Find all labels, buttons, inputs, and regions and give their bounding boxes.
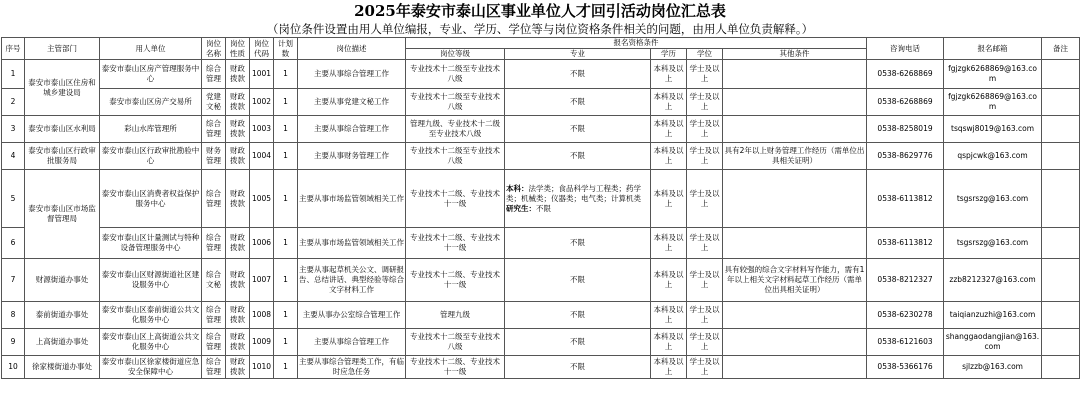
col-header-post-nature: 岗位性质 bbox=[226, 38, 250, 60]
cell-other bbox=[723, 116, 867, 143]
cell-desc: 主要从事财务管理工作 bbox=[298, 143, 406, 170]
cell-plan: 1 bbox=[274, 356, 298, 379]
cell-phone: 0538-6268869 bbox=[867, 60, 944, 89]
cell-degree: 学士及以上 bbox=[687, 116, 723, 143]
cell-unit: 泰安市泰山区财源街道社区建设服务中心 bbox=[100, 259, 202, 302]
cell-other bbox=[723, 356, 867, 379]
cell-post-code: 1007 bbox=[250, 259, 274, 302]
cell-major: 不限 bbox=[505, 116, 651, 143]
cell-seq: 5 bbox=[2, 170, 25, 228]
page-subtitle: （岗位条件设置由用人单位编报，专业、学历、学位等与岗位资格条件相关的问题，由用人单位负责解释。） bbox=[266, 22, 814, 36]
cell-seq: 1 bbox=[2, 60, 25, 89]
cell-desc: 主要从事党建文秘工作 bbox=[298, 89, 406, 116]
cell-desc: 主要从事综合管理工作 bbox=[298, 116, 406, 143]
cell-other bbox=[723, 302, 867, 329]
cell-other bbox=[723, 89, 867, 116]
cell-post-name: 综合管理 bbox=[202, 228, 226, 259]
cell-post-nature: 财政拨款 bbox=[226, 116, 250, 143]
cell-dept: 财源街道办事处 bbox=[25, 259, 100, 302]
cell-post-nature: 财政拨款 bbox=[226, 259, 250, 302]
cell-unit: 泰安市泰山区房产管理服务中心 bbox=[100, 60, 202, 89]
cell-desc: 主要从事综合管理工作 bbox=[298, 60, 406, 89]
cell-phone: 0538-8212327 bbox=[867, 259, 944, 302]
positions-table bbox=[1, 37, 1080, 379]
cell-desc: 主要从事综合管理工作 bbox=[298, 329, 406, 356]
cell-post-name: 综合管理 bbox=[202, 329, 226, 356]
cell-note bbox=[1042, 89, 1080, 116]
table-row bbox=[2, 259, 1080, 302]
table-row bbox=[2, 89, 1080, 116]
cell-post-name: 党建文秘 bbox=[202, 89, 226, 116]
cell-note bbox=[1042, 356, 1080, 379]
cell-edu: 本科及以上 bbox=[651, 60, 687, 89]
cell-note bbox=[1042, 116, 1080, 143]
cell-email: tsqswj8019@163.com bbox=[944, 116, 1042, 143]
cell-desc: 主要从事办公室综合管理工作 bbox=[298, 302, 406, 329]
cell-major: 不限 bbox=[505, 356, 651, 379]
cell-other bbox=[723, 329, 867, 356]
cell-desc: 主要从事起草机关公文、调研报告、总结讲话、典型经验等综合文字材料工作 bbox=[298, 259, 406, 302]
table-row bbox=[2, 116, 1080, 143]
cell-post-code: 1009 bbox=[250, 329, 274, 356]
cell-email: shanggaodangjian@163.com bbox=[944, 329, 1042, 356]
cell-note bbox=[1042, 259, 1080, 302]
cell-degree: 学士及以上 bbox=[687, 60, 723, 89]
cell-seq: 2 bbox=[2, 89, 25, 116]
cell-degree: 学士及以上 bbox=[687, 228, 723, 259]
table-row bbox=[2, 302, 1080, 329]
cell-major: 不限 bbox=[505, 302, 651, 329]
major-undergrad-label: 本科： bbox=[506, 183, 529, 193]
cell-unit: 泰安市泰山区徐家楼街道应急安全保障中心 bbox=[100, 356, 202, 379]
cell-post-nature: 财政拨款 bbox=[226, 89, 250, 116]
cell-unit: 泰安市泰山区上高街道公共文化服务中心 bbox=[100, 329, 202, 356]
cell-email: fgjzgk6268869@163.com bbox=[944, 89, 1042, 116]
cell-phone: 0538-6113812 bbox=[867, 170, 944, 228]
cell-dept: 泰前街道办事处 bbox=[25, 302, 100, 329]
cell-edu: 本科及以上 bbox=[651, 302, 687, 329]
cell-dept: 上高街道办事处 bbox=[25, 329, 100, 356]
cell-seq: 7 bbox=[2, 259, 25, 302]
cell-email: tsgsrszg@163.com bbox=[944, 228, 1042, 259]
cell-email: sjlzzb@163.com bbox=[944, 356, 1042, 379]
cell-unit: 泰安市泰山区行政审批勘验中心 bbox=[100, 143, 202, 170]
cell-post-code: 1006 bbox=[250, 228, 274, 259]
cell-plan: 1 bbox=[274, 170, 298, 228]
cell-dept: 泰安市泰山区市场监督管理局 bbox=[25, 170, 100, 259]
major-undergrad-value: 法学类；食品科学与工程类；药学类；机械类；仪器类；电气类；计算机类 bbox=[506, 183, 641, 203]
cell-email: qspjcwk@163.com bbox=[944, 143, 1042, 170]
cell-plan: 1 bbox=[274, 116, 298, 143]
cell-post-nature: 财政拨款 bbox=[226, 356, 250, 379]
table-row bbox=[2, 143, 1080, 170]
cell-phone: 0538-8629776 bbox=[867, 143, 944, 170]
cell-post-name: 财务管理 bbox=[202, 143, 226, 170]
cell-other: 具有2年以上财务管理工作经历（需单位出具相关证明） bbox=[723, 143, 867, 170]
cell-post-name: 综合管理 bbox=[202, 116, 226, 143]
cell-degree: 学士及以上 bbox=[687, 143, 723, 170]
cell-level: 管理九级 bbox=[406, 302, 505, 329]
col-header-desc: 岗位描述 bbox=[298, 38, 406, 60]
cell-note bbox=[1042, 302, 1080, 329]
cell-email: zzb8212327@163.com bbox=[944, 259, 1042, 302]
cell-unit: 彩山水库管理所 bbox=[100, 116, 202, 143]
cell-seq: 9 bbox=[2, 329, 25, 356]
cell-edu: 本科及以上 bbox=[651, 116, 687, 143]
col-header-note: 备注 bbox=[1042, 38, 1080, 60]
cell-degree: 学士及以上 bbox=[687, 356, 723, 379]
col-header-post-code: 岗位代码 bbox=[250, 38, 274, 60]
cell-post-name: 综合管理 bbox=[202, 302, 226, 329]
table-row bbox=[2, 60, 1080, 89]
cell-edu: 本科及以上 bbox=[651, 259, 687, 302]
cell-email: fgjzgk6268869@163.com bbox=[944, 60, 1042, 89]
cell-degree: 学士及以上 bbox=[687, 259, 723, 302]
cell-phone: 0538-6121603 bbox=[867, 329, 944, 356]
table-row bbox=[2, 228, 1080, 259]
cell-post-code: 1001 bbox=[250, 60, 274, 89]
cell-edu: 本科及以上 bbox=[651, 329, 687, 356]
col-header-qualifications: 报名资格条件 bbox=[406, 38, 867, 49]
cell-post-nature: 财政拨款 bbox=[226, 228, 250, 259]
cell-seq: 8 bbox=[2, 302, 25, 329]
cell-note bbox=[1042, 170, 1080, 228]
col-header-other: 其他条件 bbox=[723, 49, 867, 60]
cell-level: 专业技术十二级、专业技术十一级 bbox=[406, 356, 505, 379]
cell-dept: 徐家楼街道办事处 bbox=[25, 356, 100, 379]
cell-desc: 主要从事综合管理类工作，有临时应急任务 bbox=[298, 356, 406, 379]
col-header-dept: 主管部门 bbox=[25, 38, 100, 60]
cell-major: 不限 bbox=[505, 89, 651, 116]
cell-note bbox=[1042, 143, 1080, 170]
col-header-unit: 用人单位 bbox=[100, 38, 202, 60]
page-title: 2025年泰安市泰山区事业单位人才回引活动岗位汇总表 bbox=[354, 2, 726, 20]
major-graduate-value: 不限 bbox=[536, 203, 551, 213]
cell-edu: 本科及以上 bbox=[651, 170, 687, 228]
cell-degree: 学士及以上 bbox=[687, 302, 723, 329]
cell-phone: 0538-6113812 bbox=[867, 228, 944, 259]
cell-level: 专业技术十二级、专业技术十一级 bbox=[406, 228, 505, 259]
cell-edu: 本科及以上 bbox=[651, 143, 687, 170]
cell-level: 专业技术十二级、专业技术十一级 bbox=[406, 259, 505, 302]
cell-plan: 1 bbox=[274, 259, 298, 302]
cell-plan: 1 bbox=[274, 60, 298, 89]
col-header-degree: 学位 bbox=[687, 49, 723, 60]
cell-major: 不限 bbox=[505, 329, 651, 356]
cell-phone: 0538-6230278 bbox=[867, 302, 944, 329]
cell-post-nature: 财政拨款 bbox=[226, 302, 250, 329]
cell-major: 不限 bbox=[505, 228, 651, 259]
cell-phone: 0538-6268869 bbox=[867, 89, 944, 116]
cell-post-name: 综合文秘 bbox=[202, 259, 226, 302]
cell-post-code: 1003 bbox=[250, 116, 274, 143]
cell-major bbox=[505, 170, 651, 228]
cell-edu: 本科及以上 bbox=[651, 356, 687, 379]
cell-plan: 1 bbox=[274, 228, 298, 259]
cell-plan: 1 bbox=[274, 89, 298, 116]
cell-degree: 学士及以上 bbox=[687, 89, 723, 116]
cell-post-code: 1005 bbox=[250, 170, 274, 228]
cell-desc: 主要从事市场监管领域相关工作 bbox=[298, 170, 406, 228]
cell-note bbox=[1042, 228, 1080, 259]
cell-seq: 3 bbox=[2, 116, 25, 143]
cell-level: 专业技术十二级至专业技术八级 bbox=[406, 329, 505, 356]
cell-level: 专业技术十二级、专业技术十一级 bbox=[406, 170, 505, 228]
cell-post-nature: 财政拨款 bbox=[226, 329, 250, 356]
cell-seq: 10 bbox=[2, 356, 25, 379]
col-header-edu: 学历 bbox=[651, 49, 687, 60]
table-row bbox=[2, 170, 1080, 228]
cell-major: 不限 bbox=[505, 143, 651, 170]
cell-degree: 学士及以上 bbox=[687, 329, 723, 356]
cell-email: taiqianzuzhi@163.com bbox=[944, 302, 1042, 329]
major-graduate-label: 研究生： bbox=[506, 203, 536, 213]
table-row bbox=[2, 356, 1080, 379]
cell-unit: 泰安市泰山区消费者权益保护服务中心 bbox=[100, 170, 202, 228]
cell-note bbox=[1042, 60, 1080, 89]
cell-unit: 泰安市泰山区泰前街道公共文化服务中心 bbox=[100, 302, 202, 329]
cell-major: 不限 bbox=[505, 259, 651, 302]
cell-major: 不限 bbox=[505, 60, 651, 89]
cell-plan: 1 bbox=[274, 143, 298, 170]
cell-post-code: 1004 bbox=[250, 143, 274, 170]
cell-post-nature: 财政拨款 bbox=[226, 60, 250, 89]
cell-post-name: 综合管理 bbox=[202, 356, 226, 379]
cell-post-code: 1010 bbox=[250, 356, 274, 379]
cell-other bbox=[723, 228, 867, 259]
cell-post-nature: 财政拨款 bbox=[226, 170, 250, 228]
cell-seq: 4 bbox=[2, 143, 25, 170]
cell-phone: 0538-8258019 bbox=[867, 116, 944, 143]
cell-unit: 泰安市泰山区计量测试与特种设备管理服务中心 bbox=[100, 228, 202, 259]
cell-post-code: 1008 bbox=[250, 302, 274, 329]
col-header-post-name: 岗位名称 bbox=[202, 38, 226, 60]
cell-edu: 本科及以上 bbox=[651, 228, 687, 259]
cell-other: 具有较强的综合文字材料写作能力，需有1年以上相关文字材料起草工作经历（需单位出具相关证明） bbox=[723, 259, 867, 302]
cell-plan: 1 bbox=[274, 302, 298, 329]
col-header-plan: 计划数 bbox=[274, 38, 298, 60]
cell-post-name: 综合管理 bbox=[202, 170, 226, 228]
col-header-seq: 序号 bbox=[2, 38, 25, 60]
cell-note bbox=[1042, 329, 1080, 356]
cell-phone: 0538-5366176 bbox=[867, 356, 944, 379]
cell-plan: 1 bbox=[274, 329, 298, 356]
cell-other bbox=[723, 60, 867, 89]
cell-level: 专业技术十二级至专业技术八级 bbox=[406, 89, 505, 116]
col-header-email: 报名邮箱 bbox=[944, 38, 1042, 60]
cell-degree: 学士及以上 bbox=[687, 170, 723, 228]
cell-dept: 泰安市泰山区水利局 bbox=[25, 116, 100, 143]
cell-level: 专业技术十二级至专业技术八级 bbox=[406, 143, 505, 170]
cell-dept: 泰安市泰山区住房和城乡建设局 bbox=[25, 60, 100, 116]
cell-email: tsgsrszg@163.com bbox=[944, 170, 1042, 228]
table-row bbox=[2, 329, 1080, 356]
cell-desc: 主要从事市场监管领域相关工作 bbox=[298, 228, 406, 259]
cell-unit: 泰安市泰山区房产交易所 bbox=[100, 89, 202, 116]
cell-level: 管理九级、专业技术十二级至专业技术八级 bbox=[406, 116, 505, 143]
col-header-level: 岗位等级 bbox=[406, 49, 505, 60]
cell-post-code: 1002 bbox=[250, 89, 274, 116]
cell-dept: 泰安市泰山区行政审批服务局 bbox=[25, 143, 100, 170]
cell-edu: 本科及以上 bbox=[651, 89, 687, 116]
cell-level: 专业技术十二级至专业技术八级 bbox=[406, 60, 505, 89]
cell-post-name: 综合管理 bbox=[202, 60, 226, 89]
cell-post-nature: 财政拨款 bbox=[226, 143, 250, 170]
col-header-major: 专业 bbox=[505, 49, 651, 60]
col-header-phone: 咨询电话 bbox=[867, 38, 944, 60]
cell-seq: 6 bbox=[2, 228, 25, 259]
header-row-top bbox=[2, 38, 1080, 49]
cell-other bbox=[723, 170, 867, 228]
